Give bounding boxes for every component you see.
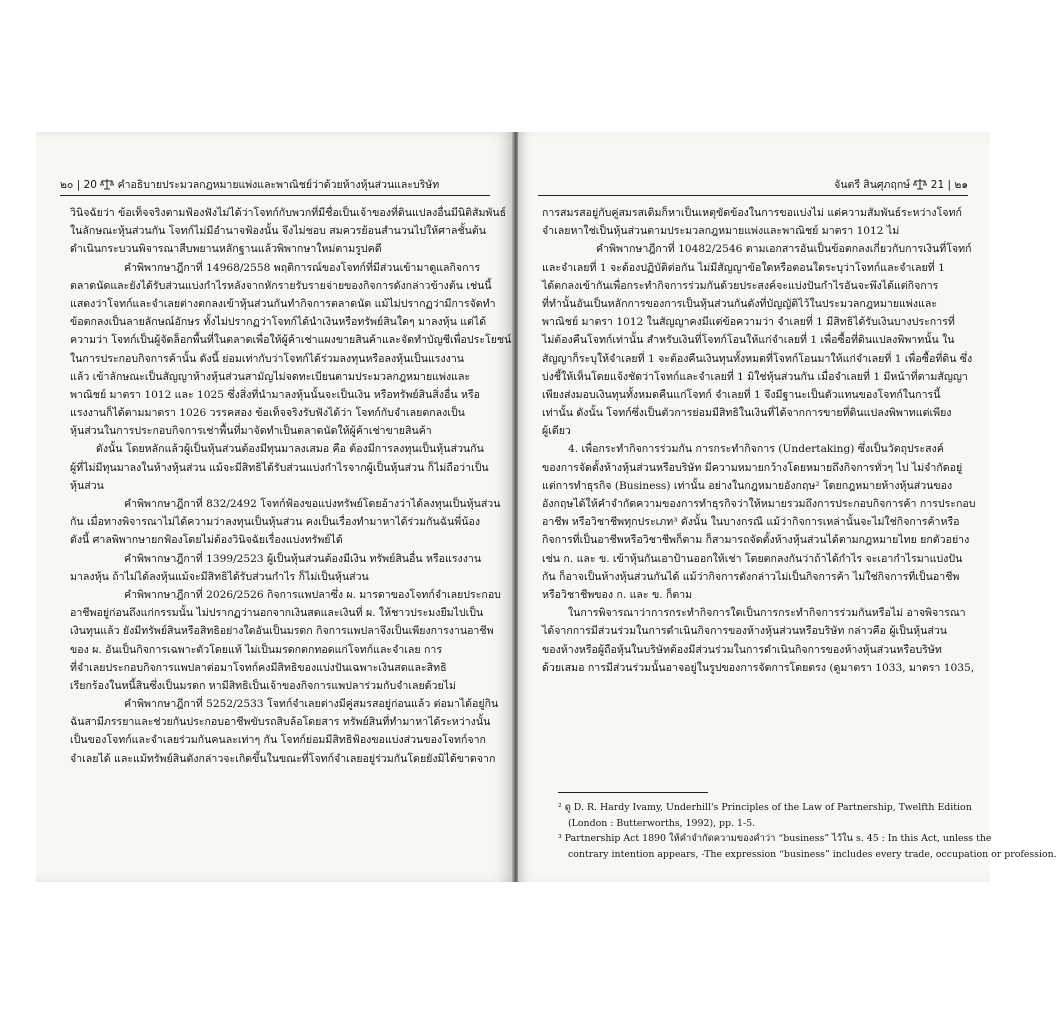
text-line: เพียงส่งมอบเงินทุนทั้งหมดคืนแก่โจทก์ จำเลยที่ 1 จึงมีฐานะเป็นตัวแทนของโจทก์ในการนี้ <box>542 388 941 401</box>
text-line: ผู้ที่ไม่มีทุนมาลงในห้างหุ้นส่วน แม้จะมีสิทธิได้รับส่วนแบ่งกำไรจากผู้เป็นหุ้นส่วน ก็ไม่ถือว่าเป็น <box>70 461 489 474</box>
text-line: จำเลยหาใช่เป็นหุ้นส่วนตามประมวลกฎหมายแพ่งและพาณิชย์ มาตรา 1012 ไม่ <box>542 225 900 238</box>
section-heading-line: 4. เพื่อกระทำกิจการร่วมกัน การกระทำกิจการ (Undertaking) ซึ่งเป็นวัตถุประสงค์ <box>568 443 944 456</box>
text-line: หุ้นส่วนในการประกอบกิจการเช่าพื้นที่มาจัดทำเป็นตลาดนัดให้ผู้ค้าเช่าขายสินค้า <box>70 425 432 438</box>
text-line: แสดงว่าโจทก์และจำเลยต่างตกลงเข้าหุ้นส่วนกันทำกิจการตลาดนัด แม้ไม่ปรากฏว่ามีการจัดทำ <box>70 297 496 310</box>
text-line: และจำเลยที่ 1 จะต้องปฏิบัติต่อกัน ไม่มีสัญญาข้อใดหรือตอนใดระบุว่าโจทก์และจำเลยที่ 1 <box>542 261 945 274</box>
text-line: ไม่ต้องคืนโจทก์เท่านั้น สำหรับเงินที่โจทก์โอนให้แก่จำเลยที่ 1 เพื่อซื้อที่ดินแปลงพิพาทนั้น ใน <box>542 334 955 347</box>
text-line: คำพิพากษาฎีกาที่ 2026/2526 กิจการแพปลาซึ่ง ผ. มารดาของโจทก์จำเลยประกอบ <box>124 588 501 601</box>
text-line: ในการประกอบกิจการค้านั้น ดังนี้ ย่อมเท่ากับว่าโจทก์ได้ร่วมลงทุนหรือลงหุ้นเป็นแรงงาน <box>70 352 465 365</box>
page-number: 21 <box>930 179 945 191</box>
right-page-body <box>542 204 976 677</box>
text-line: ด้วยเสมอ การมีส่วนร่วมนั้นอาจอยู่ในรูปของการจัดการโดยตรง (ดูมาตรา 1033, มาตรา 1035, <box>542 661 975 674</box>
text-line: มาลงหุ้น ถ้าไม่ได้ลงหุ้นแม้จะมีสิทธิได้รับส่วนกำไร ก็ไม่เป็นหุ้นส่วน <box>70 570 369 583</box>
text-line: ของห้างหรือผู้ถือหุ้นในบริษัทต้องมีส่วนร่วมในการดำเนินกิจการของห้างหุ้นส่วนหรือบริษัท <box>542 643 942 656</box>
header-rule <box>60 195 490 196</box>
page-number-thai: ๒๑ <box>954 179 968 191</box>
text-line: จำเลยได้ และแม้ทรัพย์สินดังกล่าวจะเกิดขึ้นในขณะที่โจทก์จำเลยอยู่ร่วมกันโดยยังมิได้ขาดจาก <box>70 752 496 765</box>
left-page <box>36 132 516 882</box>
text-line: ความว่า โจทก์เป็นผู้จัดล็อกพื้นที่ในตลาดเพื่อให้ผู้ค้าเช่าแผงขายสินค้าและจัดทำบัญชีเพื่อประโยชน์ <box>70 334 512 347</box>
text-line: กัน เมื่อทางพิจารณาไม่ได้ความว่าลงทุนเป็นหุ้นส่วน คงเป็นเรื่องทำมาหาได้ร่วมกันฉันพี่น้อง <box>70 516 481 529</box>
text-line: บ่งชี้ให้เห็นโดยแจ้งชัดว่าโจทก์และจำเลยที่ 1 มิใช่หุ้นส่วนกัน เมื่อจำเลยที่ 1 มีหน้าที่ตามสัญญา <box>542 370 968 383</box>
text-line: คำพิพากษาฎีกาที่ 1399/2523 ผู้เป็นหุ้นส่วนต้องมีเงิน ทรัพย์สินอื่น หรือแรงงาน <box>124 552 482 565</box>
right-page-header: จันตรี สินศุภฤกษ์ 21 | ๒๑ <box>834 178 968 192</box>
footnote-line: ³ Partnership Act 1890 ให้คำจำกัดความของคำว่า “business” ไว้ใน s. 45 : In this Act, unless the <box>558 833 992 845</box>
text-line: ผู้เดียว <box>542 425 571 438</box>
text-line: คำพิพากษาฎีกาที่ 832/2492 โจทก์ฟ้องขอแบ่งทรัพย์โดยอ้างว่าได้ลงทุนเป็นหุ้นส่วน <box>124 498 501 510</box>
footnote-line: ² ดู D. R. Hardy Ivamy, Underhill's Principles of the Law of Partnership, Twelfth Edition <box>558 802 972 813</box>
footnote-rule <box>558 792 708 793</box>
text-line: ในลักษณะหุ้นส่วนกัน โจทก์ไม่มีอำนาจฟ้องนั้น จึงไม่ชอบ สมควรย้อนสำนวนไปให้ศาลชั้นต้น <box>70 225 487 238</box>
scales-of-justice-icon <box>913 178 927 190</box>
text-line: ดำเนินกระบวนพิจารณาสืบพยานหลักฐานแล้วพิพากษาใหม่ตามรูปคดี <box>70 243 382 256</box>
text-line: หรือวิชาชีพของ ก. และ ข. ก็ตาม <box>542 588 693 601</box>
text-line: วินิจฉัยว่า ข้อเท็จจริงตามฟ้องฟังไม่ได้ว่าโจทก์กับพวกที่มีชื่อเป็นเจ้าของที่ดินแปลงอื่นมีนิติสัมพันธ์ <box>70 207 507 219</box>
text-line: ในการพิจารณาว่าการกระทำกิจการใดเป็นการกระทำกิจการร่วมกันหรือไม่ อาจพิจารณา <box>568 607 966 620</box>
text-line: สัญญาก็ระบุให้จำเลยที่ 1 จะต้องคืนเงินทุนทั้งหมดที่โจทก์โอนมาให้แก่จำเลยที่ 1 เพื่อซื้อที่ดิน ซึ่ง <box>542 352 973 365</box>
text-line: อาชีพ หรือวิชาชีพทุกประเภท³ ดังนั้น ในบางกรณี แม้ว่ากิจการเหล่านั้นจะไม่ใช่กิจการค้าหรือ <box>542 516 960 529</box>
scales-of-justice-icon <box>100 178 114 190</box>
header-rule <box>538 195 968 196</box>
text-line: ที่จำเลยประกอบกิจการแพปลาต่อมาโจทก์คงมีสิทธิของแบ่งปันเฉพาะเงินสดและสิทธิ <box>70 661 447 674</box>
text-line: เรียกร้องในหนี้สินซึ่งเป็นมรดก หามีสิทธิเป็นเจ้าของกิจการแพปลาร่วมกับจำเลยด้วยไม่ <box>70 679 456 692</box>
text-line: ที่ทำนั้นอันเป็นหลักการของการเป็นหุ้นส่วนกันดังที่บัญญัติไว้ในประมวลกฎหมายแพ่งและ <box>542 297 938 310</box>
text-line: คำพิพากษาฎีกาที่ 5252/2533 โจทก์จำเลยต่างมีคู่สมรสอยู่ก่อนแล้ว ต่อมาได้อยู่กิน <box>124 698 499 711</box>
text-line: พาณิชย์ มาตรา 1012 ในสัญญาคงมีแต่ข้อความว่า จำเลยที่ 1 มีสิทธิได้รับเงินบางประการที่ <box>542 316 955 329</box>
right-page <box>518 132 1057 882</box>
text-line: ได้จากการมีส่วนร่วมในการดำเนินกิจการของห้างหุ้นส่วนหรือบริษัท กล่าวคือ ผู้เป็นหุ้นส่วน <box>542 625 948 638</box>
left-page-header: ๒๐ | 20 คำอธิบายประมวลกฎหมายแพ่งและพาณิชย์ว่าด้วยห้างหุ้นส่วนและบริษัท <box>60 178 439 192</box>
footnotes <box>558 800 1057 862</box>
text-line: อังกฤษได้ให้คำจำกัดความของการทำธุรกิจว่าให้หมายรวมถึงการประกอบกิจการค้า การประกอบ <box>542 498 976 510</box>
page-number-thai: ๒๐ <box>60 179 74 191</box>
left-page-body <box>70 204 512 768</box>
text-line: แรงงานก็ได้ตามมาตรา 1026 วรรคสอง ข้อเท็จจริงรับฟังได้ว่า โจทก์กับจำเลยตกลงเป็น <box>70 407 465 420</box>
text-line: ได้ตกลงเข้ากันเพื่อกระทำกิจการร่วมกันด้วยประสงค์จะแบ่งปันกำไรอันจะพึงได้แต่กิจการ <box>542 279 939 292</box>
text-line: ข้อตกลงเป็นลายลักษณ์อักษร ทั้งไม่ปรากฏว่าโจทก์ได้นำเงินหรือทรัพย์สินใดๆ มาลงหุ้น แต่ได้ <box>70 316 487 329</box>
text-line: คำพิพากษาฎีกาที่ 14968/2558 พฤติการณ์ของโจทก์ที่มีส่วนเข้ามาดูแลกิจการ <box>124 261 481 274</box>
page-number: 20 <box>83 179 97 191</box>
text-line: กิจการที่เป็นอาชีพหรือวิชาชีพก็ตาม ก็สามารถจัดตั้งห้างหุ้นส่วนได้ตามกฎหมายไทย ยกตัวอย่าง <box>542 534 970 547</box>
text-line: เช่น ก. และ ข. เข้าหุ้นกันเอาป้านออกให้เช่า โดยตกลงกันว่าถ้าได้กำไร จะเอากำไรมาแบ่งปัน <box>542 552 963 565</box>
footnote-line: (London : Butterworths, 1992), pp. 1-5. <box>568 817 756 829</box>
text-line: เท่านั้น ดังนั้น โจทก์ซึ่งเป็นตัวการย่อมมีสิทธิในเงินที่ได้จากการขายที่ดินแปลงพิพาทแต่เพียง <box>542 407 952 420</box>
text-line: หุ้นส่วน <box>70 479 104 492</box>
text-line: ดังนี้ ศาลพิพากษายกฟ้องโดยไม่ต้องวินิจฉัยเรื่องแบ่งทรัพย์ได้ <box>70 534 343 547</box>
text-line: แต่การทำธุรกิจ (Business) เท่านั้น อย่างในกฎหมายอังกฤษ² โดยกฎหมายห้างหุ้นส่วนของ <box>542 479 953 492</box>
footnote-line: contrary intention appears, -The expression “business” includes every trade, occupation or profession. <box>568 848 1057 860</box>
author-name: จันตรี สินศุภฤกษ์ <box>834 179 911 191</box>
text-line: ของการจัดตั้งห้างหุ้นส่วนหรือบริษัท มีความหมายกว้างโดยหมายถึงกิจการทั่วๆ ไป ไม่จำกัดอยู่ <box>542 461 963 474</box>
text-line: อาชีพอยู่ก่อนถึงแก่กรรมนั้น ไม่ปรากฏว่านอกจากเงินสดและเงินที่ ผ. ให้ชาวประมงยืมไปเป็น <box>70 607 484 620</box>
text-line: ดังนั้น โดยหลักแล้วผู้เป็นหุ้นส่วนต้องมีทุนมาลงเสมอ คือ ต้องมีการลงทุนเป็นหุ้นส่วนกัน <box>96 443 484 456</box>
text-line: ของ ผ. อันเป็นกิจการเฉพาะตัวโดยแท้ ไม่เป็นมรดกตกทอดแก่โจทก์และจำเลย การ <box>70 643 443 656</box>
text-line: ฉันสามีภรรยาและช่วยกันประกอบอาชีพขับรถสิบล้อโดยสาร ทรัพย์สินที่ทำมาหาได้ระหว่างนั้น <box>70 716 491 729</box>
text-line: ตลาดนัดและยังได้รับส่วนแบ่งกำไรหลังจากหักรายรับรายจ่ายของกิจการดังกล่าวข้างต้น เช่นนี้ <box>70 279 492 292</box>
text-line: พาณิชย์ มาตรา 1012 และ 1025 ซึ่งสิ่งที่นำมาลงหุ้นนั้นจะเป็นเงิน หรือทรัพย์สินสิ่งอื่น หรือ <box>70 388 480 401</box>
text-line: เป็นของโจทก์และจำเลยร่วมกันคนละเท่าๆ กัน โจทก์ย่อมมีสิทธิฟ้องขอแบ่งส่วนของโจทก์จาก <box>70 734 486 747</box>
text-line: คำพิพากษาฎีกาที่ 10482/2546 ตามเอกสารอันเป็นข้อตกลงเกี่ยวกับการเงินที่โจทก์ <box>596 243 972 256</box>
text-line: เงินทุนแล้ว ยังมีทรัพย์สินหรือสิทธิอย่างใดอันเป็นมรดก กิจการแพปลาจึงเป็นเพียงการงานอาชีพ <box>70 625 494 638</box>
text-line: กัน ก็อาจเป็นห้างหุ้นส่วนกันได้ แม้ว่ากิจการดังกล่าวไม่เป็นกิจการค้า ไม่ใช่กิจการที่เป็นอาชีพ <box>542 570 960 583</box>
running-title: คำอธิบายประมวลกฎหมายแพ่งและพาณิชย์ว่าด้วยห้างหุ้นส่วนและบริษัท <box>117 179 440 191</box>
text-line: การสมรสอยู่กับคู่สมรสเดิมก็หาเป็นเหตุขัดข้องในการขอแบ่งไม่ แต่ความสัมพันธ์ระหว่างโจทก์ <box>542 207 962 219</box>
text-line: แล้ว เข้าลักษณะเป็นสัญญาห้างหุ้นส่วนสามัญไม่จดทะเบียนตามประมวลกฎหมายแพ่งและ <box>70 370 471 383</box>
